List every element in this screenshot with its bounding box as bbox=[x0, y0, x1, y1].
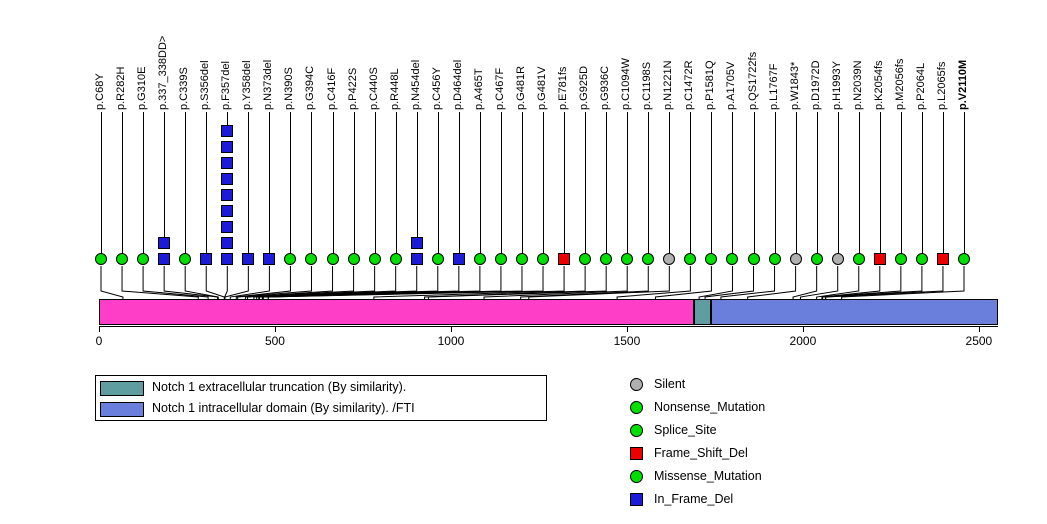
mutation-label: p.QS1722fs bbox=[746, 51, 759, 110]
lollipop-stem bbox=[838, 112, 839, 259]
mutation-marker-circle[interactable] bbox=[579, 253, 591, 265]
mutation-label: p.C1094W bbox=[620, 58, 633, 110]
mutation-label: p.F357del bbox=[220, 61, 233, 110]
mutation-label: p.C467F bbox=[493, 67, 506, 110]
legend-swatch-circle bbox=[630, 470, 643, 483]
x-axis-tick bbox=[979, 326, 980, 332]
mutation-label: p.G481V bbox=[536, 66, 549, 110]
mutation-label: p.N1221N bbox=[662, 60, 675, 110]
x-axis-tick bbox=[803, 326, 804, 332]
mutation-marker-circle[interactable] bbox=[305, 253, 317, 265]
mutation-label: p.E781fs bbox=[557, 66, 570, 110]
lollipop-stem bbox=[164, 112, 165, 243]
mutation-label: p.V2110M bbox=[957, 59, 969, 110]
mutation-marker-circle[interactable] bbox=[327, 253, 339, 265]
mutation-label: p.K2054fs bbox=[872, 60, 885, 110]
lollipop-stem bbox=[290, 112, 291, 259]
mutation-marker-circle[interactable] bbox=[432, 253, 444, 265]
mutation-marker-circle[interactable] bbox=[495, 253, 507, 265]
lollipop-stem bbox=[501, 112, 502, 259]
mutation-marker-square[interactable] bbox=[221, 237, 233, 249]
lollipop-stem bbox=[922, 112, 923, 259]
mutation-marker-circle[interactable] bbox=[95, 253, 107, 265]
lollipop-stem bbox=[354, 112, 355, 259]
mutation-marker-square[interactable] bbox=[874, 253, 886, 265]
lollipop-stem bbox=[459, 112, 460, 259]
mutation-label: p.C339S bbox=[178, 67, 191, 110]
mutation-label: p.N390S bbox=[283, 67, 296, 110]
legend-label-domain: Notch 1 extracellular truncation (By similarity). bbox=[152, 380, 407, 394]
mutation-marker-square[interactable] bbox=[221, 173, 233, 185]
mutation-label: p.C440S bbox=[367, 67, 380, 110]
mutation-marker-circle[interactable] bbox=[621, 253, 633, 265]
mutation-label: p.W1843* bbox=[788, 61, 801, 110]
lollipop-stem bbox=[627, 112, 628, 259]
mutation-marker-circle[interactable] bbox=[811, 253, 823, 265]
mutation-marker-circle[interactable] bbox=[832, 253, 844, 265]
mutation-marker-circle[interactable] bbox=[705, 253, 717, 265]
lollipop-stem bbox=[880, 112, 881, 259]
mutation-marker-square[interactable] bbox=[221, 157, 233, 169]
legend-swatch-circle bbox=[630, 401, 643, 414]
x-axis-tick-label: 2500 bbox=[965, 334, 993, 348]
lollipop-stem bbox=[375, 112, 376, 259]
mutation-marker-square[interactable] bbox=[453, 253, 465, 265]
lollipop-stem bbox=[669, 112, 670, 259]
lollipop-stem bbox=[943, 112, 944, 259]
mutation-marker-circle[interactable] bbox=[390, 253, 402, 265]
mutation-marker-circle[interactable] bbox=[853, 253, 865, 265]
legend-swatch-domain bbox=[100, 381, 144, 396]
protein-domain-2 bbox=[99, 299, 694, 325]
mutation-label: p.C1198S bbox=[641, 61, 654, 110]
mutation-label: p.G310E bbox=[136, 66, 149, 110]
mutation-marker-circle[interactable] bbox=[895, 253, 907, 265]
lollipop-stem bbox=[522, 112, 523, 259]
mutation-marker-square[interactable] bbox=[221, 253, 233, 265]
mutation-label: p.L1767F bbox=[767, 63, 780, 110]
mutation-label: p.R282H bbox=[115, 66, 128, 110]
mutation-marker-circle[interactable] bbox=[642, 253, 654, 265]
mutation-label: p.R448L bbox=[388, 68, 401, 110]
mutation-marker-circle[interactable] bbox=[769, 253, 781, 265]
lollipop-stem bbox=[333, 112, 334, 259]
mutation-marker-square[interactable] bbox=[937, 253, 949, 265]
mutation-marker-square[interactable] bbox=[221, 125, 233, 137]
mutation-marker-circle[interactable] bbox=[179, 253, 191, 265]
mutation-marker-circle[interactable] bbox=[348, 253, 360, 265]
mutation-marker-circle[interactable] bbox=[958, 253, 970, 265]
legend-swatch-circle bbox=[630, 424, 643, 437]
mutation-label: p.G394C bbox=[304, 65, 317, 110]
mutation-marker-square[interactable] bbox=[558, 253, 570, 265]
legend-swatch-square bbox=[630, 447, 643, 460]
mutation-label: p.M2056fs bbox=[893, 58, 906, 110]
mutation-label: p.G481R bbox=[514, 65, 527, 110]
lollipop-stem bbox=[269, 112, 270, 259]
mutation-label: p.Y358del bbox=[241, 60, 254, 110]
protein-domain-1 bbox=[711, 299, 998, 325]
lollipop-stem bbox=[143, 112, 144, 259]
x-axis-tick-label: 2000 bbox=[789, 334, 817, 348]
mutation-label: p.C416F bbox=[325, 67, 338, 110]
x-axis-tick-label: 1500 bbox=[613, 334, 641, 348]
mutation-marker-square[interactable] bbox=[158, 253, 170, 265]
mutation-label: p.C456Y bbox=[430, 67, 443, 110]
mutation-label: p.C68Y bbox=[94, 73, 106, 110]
x-axis-tick bbox=[451, 326, 452, 332]
lollipop-stem bbox=[480, 112, 481, 259]
lollipop-stem bbox=[396, 112, 397, 259]
legend-label-mutation-type: Nonsense_Mutation bbox=[654, 400, 766, 414]
lollipop-stem bbox=[185, 112, 186, 259]
mutation-marker-circle[interactable] bbox=[916, 253, 928, 265]
x-axis-tick-label: 0 bbox=[95, 334, 103, 348]
lollipop-stem bbox=[648, 112, 649, 259]
mutation-marker-circle[interactable] bbox=[790, 253, 802, 265]
lollipop-stem bbox=[817, 112, 818, 259]
x-axis-tick bbox=[99, 326, 100, 332]
mutation-marker-circle[interactable] bbox=[516, 253, 528, 265]
mutation-label: p.P422S bbox=[346, 67, 359, 110]
mutation-label: p.P2064L bbox=[914, 62, 927, 110]
mutation-label: p.337_338DD> bbox=[157, 35, 170, 110]
mutation-marker-circle[interactable] bbox=[726, 253, 738, 265]
lollipop-stem bbox=[690, 112, 691, 259]
mutation-label: p.A465T bbox=[472, 68, 485, 110]
lollipop-stem bbox=[901, 112, 902, 259]
lollipop-stem bbox=[248, 112, 249, 259]
lollipop-stem bbox=[438, 112, 439, 259]
mutation-marker-square[interactable] bbox=[411, 237, 423, 249]
mutation-label: p.N454del bbox=[409, 59, 422, 110]
mutation-marker-square[interactable] bbox=[158, 237, 170, 249]
x-axis-tick-label: 500 bbox=[264, 334, 285, 348]
mutation-marker-circle[interactable] bbox=[474, 253, 486, 265]
mutation-label: p.L2065fs bbox=[935, 61, 948, 110]
mutation-label: p.H1993Y bbox=[830, 61, 843, 110]
mutation-marker-circle[interactable] bbox=[284, 253, 296, 265]
legend-label-domain: Notch 1 intracellular domain (By similarity). /FTI bbox=[152, 401, 415, 415]
mutation-label: p.S356del bbox=[199, 60, 212, 110]
mutation-marker-circle[interactable] bbox=[748, 253, 760, 265]
lollipop-stem bbox=[311, 112, 312, 259]
mutation-marker-square[interactable] bbox=[221, 189, 233, 201]
legend-label-mutation-type: Splice_Site bbox=[654, 423, 717, 437]
mutation-marker-square[interactable] bbox=[263, 253, 275, 265]
x-axis-tick bbox=[275, 326, 276, 332]
lollipop-stem bbox=[417, 112, 418, 243]
x-axis-tick bbox=[627, 326, 628, 332]
legend-swatch-square bbox=[630, 493, 643, 506]
mutation-marker-square[interactable] bbox=[221, 221, 233, 233]
lollipop-stem bbox=[122, 112, 123, 259]
lollipop-stem bbox=[754, 112, 755, 259]
mutation-marker-square[interactable] bbox=[411, 253, 423, 265]
mutation-marker-square[interactable] bbox=[200, 253, 212, 265]
mutation-marker-square[interactable] bbox=[242, 253, 254, 265]
mutation-label: p.C1472R bbox=[683, 60, 696, 110]
lollipop-stem bbox=[732, 112, 733, 259]
lollipop-stem bbox=[564, 112, 565, 259]
mutation-marker-circle[interactable] bbox=[537, 253, 549, 265]
mutation-marker-circle[interactable] bbox=[369, 253, 381, 265]
lollipop-stem bbox=[796, 112, 797, 259]
mutation-label: p.N2039N bbox=[851, 60, 864, 110]
mutation-marker-square[interactable] bbox=[221, 205, 233, 217]
mutation-label: p.P1581Q bbox=[704, 60, 717, 110]
mutation-marker-circle[interactable] bbox=[137, 253, 149, 265]
lollipop-stem bbox=[206, 112, 207, 259]
mutation-label: p.A1705V bbox=[725, 61, 738, 110]
legend-swatch-circle bbox=[630, 378, 643, 391]
legend-label-mutation-type: Frame_Shift_Del bbox=[654, 446, 748, 460]
lollipop-stem bbox=[101, 112, 102, 259]
legend-label-mutation-type: In_Frame_Del bbox=[654, 492, 734, 506]
mutation-marker-circle[interactable] bbox=[116, 253, 128, 265]
mutation-label: p.G936C bbox=[599, 65, 612, 110]
lollipop-stem bbox=[859, 112, 860, 259]
lollipop-stem bbox=[606, 112, 607, 259]
x-axis-tick-label: 1000 bbox=[437, 334, 465, 348]
mutation-marker-circle[interactable] bbox=[600, 253, 612, 265]
lollipop-stem bbox=[775, 112, 776, 259]
protein-domain-0 bbox=[694, 299, 712, 325]
lollipop-stem bbox=[543, 112, 544, 259]
mutation-label: p.G925D bbox=[578, 65, 591, 110]
mutation-label: p.N373del bbox=[262, 59, 275, 110]
mutation-label: p.D1972D bbox=[809, 60, 822, 110]
mutation-marker-circle[interactable] bbox=[684, 253, 696, 265]
x-axis-line bbox=[99, 326, 998, 327]
mutation-marker-circle[interactable] bbox=[663, 253, 675, 265]
mutation-marker-square[interactable] bbox=[221, 141, 233, 153]
legend-label-mutation-type: Missense_Mutation bbox=[654, 469, 762, 483]
lollipop-stem bbox=[711, 112, 712, 259]
mutation-label: p.D464del bbox=[451, 59, 464, 110]
legend-label-mutation-type: Silent bbox=[654, 377, 686, 391]
legend-swatch-domain bbox=[100, 402, 144, 417]
lollipop-stem bbox=[964, 112, 965, 259]
lollipop-stem bbox=[585, 112, 586, 259]
